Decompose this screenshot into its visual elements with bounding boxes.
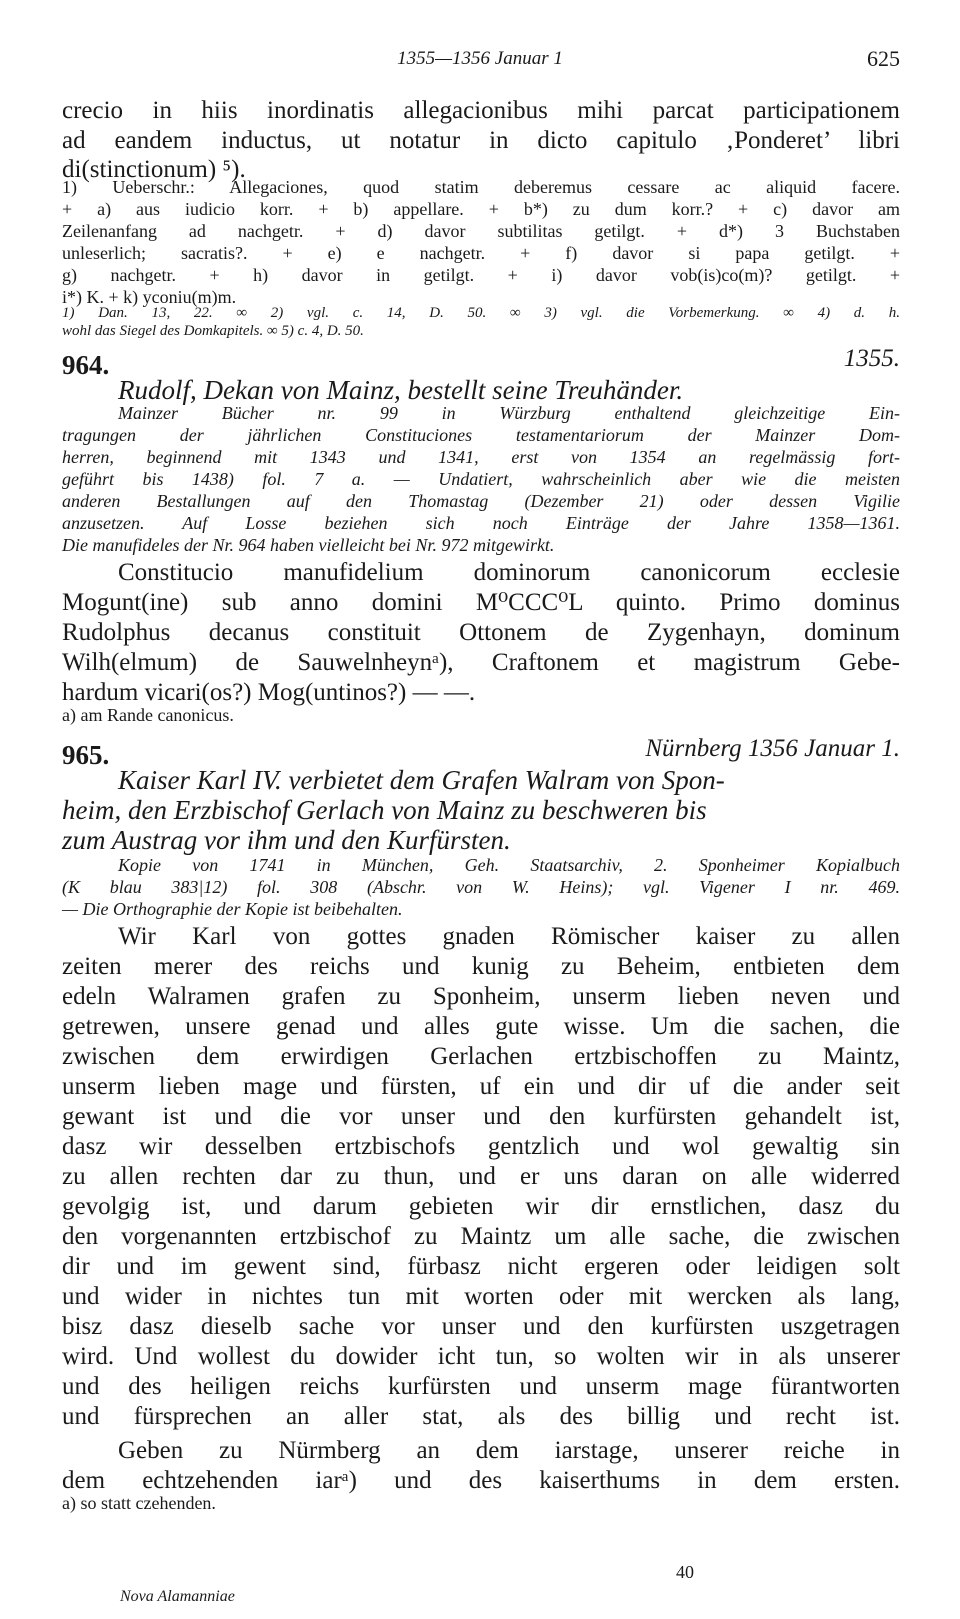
text-line: gewant ist und die vor unser und den kurfürsten gehandelt ist, <box>62 1103 900 1130</box>
text-line: zu allen rechten dar zu thun, und er uns daran on alle widerred <box>62 1163 900 1190</box>
text-line: zeiten merer des reichs und kunig zu Beheim, entbieten dem <box>62 953 900 980</box>
apparatus-line: a) am Rande canonicus. <box>62 705 234 725</box>
footnote-line: 1) Dan. 13, 22. ∞ 2) vgl. c. 14, D. 50. ∞ 3) vgl. die Vorbemerkung. ∞ 4) d. h. <box>62 305 900 321</box>
entry-title: heim, den Erzbischof Gerlach von Mainz zu beschweren bis <box>62 795 707 825</box>
text-line: Wilh(elmum) de Sauwelnheynᵃ), Craftonem et magistrum Gebe- <box>62 649 900 676</box>
source-line: anzusetzen. Auf Losse beziehen sich noch Einträge der Jahre 1358—1361. <box>62 513 900 533</box>
apparatus-line: unleserlich; sacratis?. + e) e nachgetr. + f) davor si papa getilgt. + <box>62 243 900 263</box>
source-line: Mainzer Bücher nr. 99 in Würzburg enthaltend gleichzeitige Ein- <box>118 403 900 423</box>
source-line: anderen Bestallungen auf den Thomastag (Dezember 21) oder dessen Vigilie <box>62 491 900 511</box>
source-line: herren, beginnend mit 1343 und 1341, erst von 1354 an regelmässig fort- <box>62 447 900 467</box>
text-line: crecio in hiis inordinatis allegacionibus mihi parcat participationem <box>62 97 900 124</box>
text-line: getrewen, unsere genad und alles gute wisse. Um die sachen, die <box>62 1013 900 1040</box>
sheet-number: 40 <box>676 1562 694 1582</box>
apparatus-line: i*) K. + k) yconiu(m)m. <box>62 287 237 307</box>
apparatus-line: Zeilenanfang ad nachgetr. + d) davor subtilitas getilgt. + d*) 3 Buchstaben <box>62 221 900 241</box>
source-line: Kopie von 1741 in München, Geh. Staatsarchiv, 2. Sponheimer Kopialbuch <box>118 855 900 875</box>
apparatus-line: a) so statt czehenden. <box>62 1493 216 1513</box>
text-line: den vorgenannten ertzbischof zu Maintz um alle sache, die zwischen <box>62 1223 900 1250</box>
text-line: und fürsprechen an aller stat, als des billig und recht ist. <box>62 1403 900 1430</box>
text-line: wird. Und wollest du dowider icht tun, so wolten wir in als unserer <box>62 1343 900 1370</box>
text-line: hardum vicari(os?) Mog(untinos?) — —. <box>62 679 476 706</box>
apparatus-line: + a) aus iudicio korr. + b) appellare. + b*) zu dum korr.? + c) davor am <box>62 199 900 219</box>
text-line: Mogunt(ine) sub anno domini M⁰CCC⁰L quinto. Primo dominus <box>62 589 900 616</box>
text-line: di(stinctionum) ⁵). <box>62 156 246 183</box>
source-line: Die manufideles der Nr. 964 haben vielleicht bei Nr. 972 mitgewirkt. <box>62 535 555 555</box>
entry-title: zum Austrag vor ihm und den Kurfürsten. <box>62 825 511 855</box>
text-line: dir und im gewent sind, fürbasz nicht ergeren oder leidigen solt <box>62 1253 900 1280</box>
entry-number: 965. <box>62 740 110 770</box>
text-line: gevolgig ist, und darum gebieten wir dir ernstlichen, dasz du <box>62 1193 900 1220</box>
running-title: 1355—1356 Januar 1 <box>397 48 563 69</box>
apparatus-line: 1) Ueberschr.: Allegaciones, quod statim deberemus cessare ac aliquid facere. <box>62 177 900 197</box>
source-line: — Die Orthographie der Kopie ist beibehalten. <box>62 899 403 919</box>
entry-title: Rudolf, Dekan von Mainz, bestellt seine Treuhänder. <box>118 375 684 405</box>
text-line: ad eandem inductus, ut notatur in dicto capitulo ‚Ponderet’ libri <box>62 127 900 154</box>
entry-number: 964. <box>62 350 110 380</box>
text-line: Geben zu Nürmberg an dem iarstage, unserer reiche in <box>118 1437 900 1464</box>
text-line: dem echtzehenden iarᵃ) und des kaiserthums in dem ersten. <box>62 1467 900 1494</box>
text-line: und des heiligen reichs kurfürsten und unserm mage fürantworten <box>62 1373 900 1400</box>
text-line: Rudolphus decanus constituit Ottonem de Zygenhayn, dominum <box>62 619 900 646</box>
source-line: geführt bis 1438) fol. 7 a. — Undatiert, wahrscheinlich aber wie die meisten <box>62 469 900 489</box>
text-line: zwischen dem erwirdigen Gerlachen ertzbischoffen zu Maintz, <box>62 1043 900 1070</box>
page-number: 625 <box>867 46 900 71</box>
text-line: und wider in nichtes tun mit worten oder mit wercken als lang, <box>62 1283 900 1310</box>
text-line: Constitucio manufidelium dominorum canonicorum ecclesie <box>118 559 900 586</box>
text-line: bisz dasz dieselb sache vor unser und den kurfürsten uszgetragen <box>62 1313 900 1340</box>
entry-title: Kaiser Karl IV. verbietet dem Grafen Walram von Spon- <box>118 765 725 795</box>
text-line: Wir Karl von gottes gnaden Römischer kaiser zu allen <box>118 923 900 950</box>
apparatus-line: g) nachgetr. + h) davor in getilgt. + i) davor vob(is)co(m)? getilgt. + <box>62 265 900 285</box>
text-line: unserm lieben mage und fürsten, uf ein und dir uf die ander seit <box>62 1073 900 1100</box>
text-line: edeln Walramen grafen zu Sponheim, unserm lieben neven und <box>62 983 900 1010</box>
text-line: dasz wir desselben ertzbischofs gentzlich und wol gewaltig sin <box>62 1133 900 1160</box>
series-signature: Nova Alamanniae <box>120 1588 235 1605</box>
entry-date: 1355. <box>843 345 900 372</box>
entry-date: Nürnberg 1356 Januar 1. <box>645 735 900 762</box>
footnote-line: wohl das Siegel des Domkapitels. ∞ 5) c. 4, D. 50. <box>62 323 364 339</box>
source-line: tragungen der jährlichen Constituciones testamentariorum der Mainzer Dom- <box>62 425 900 445</box>
source-line: (K blau 383|12) fol. 308 (Abschr. von W. Heins); vgl. Vigener I nr. 469. <box>62 877 900 897</box>
